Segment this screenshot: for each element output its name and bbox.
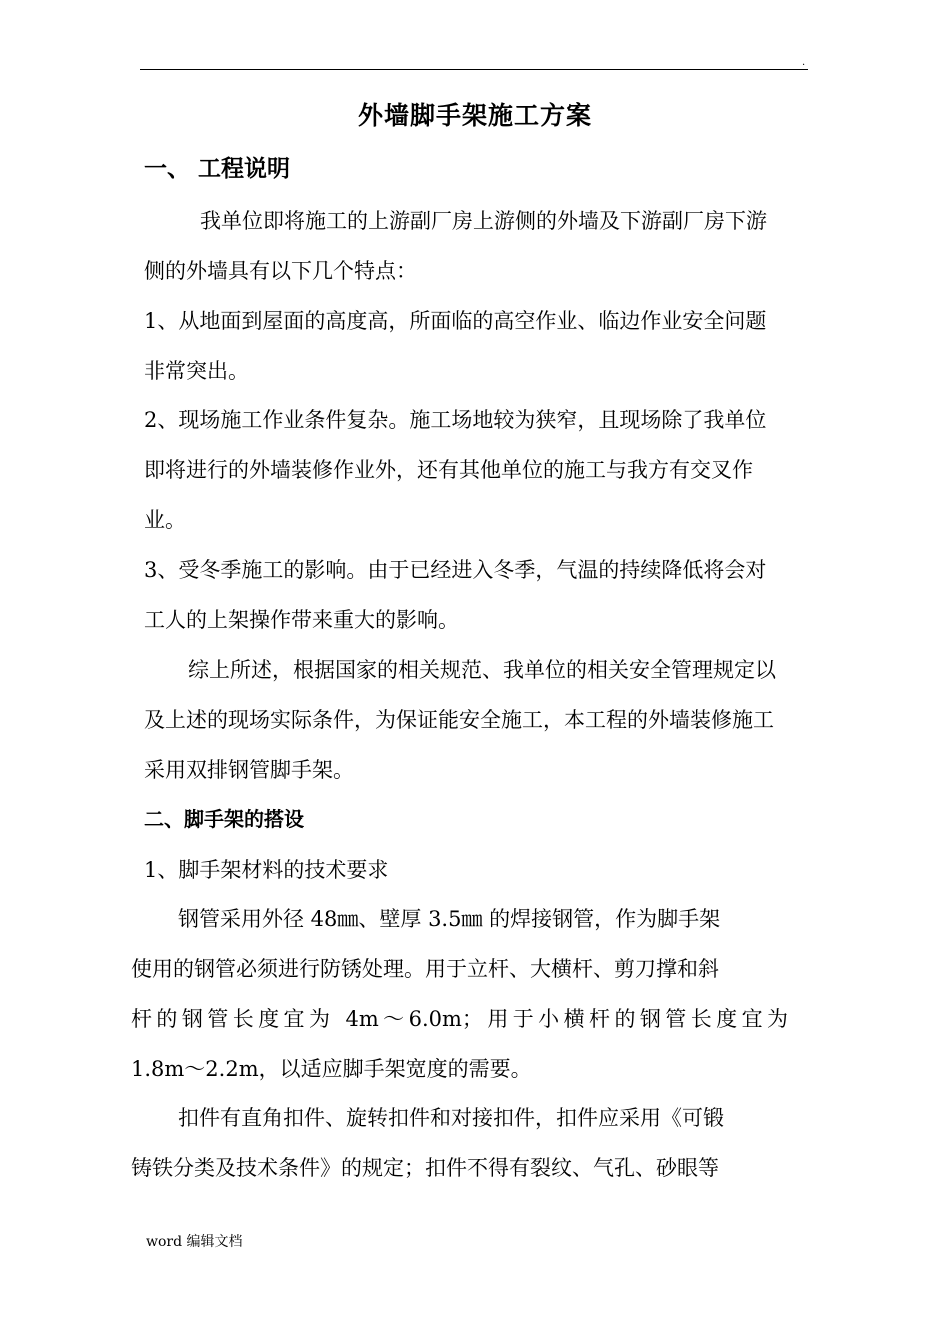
document-title: 外墙脚手架施工方案 xyxy=(357,101,592,130)
summary-line1: 综上所述，根据国家的相关规范、我单位的相关安全管理规定以 xyxy=(188,658,776,682)
pipes-line3: 杆的钢管长度宜为 4m～6.0m；用于小横杆的钢管长度宜为 xyxy=(131,1007,788,1031)
section2-heading: 二、脚手架的搭设 xyxy=(144,807,304,831)
fasteners-line2: 铸铁分类及技术条件》的规定；扣件不得有裂纹、气孔、砂眼等 xyxy=(131,1156,719,1180)
point1-line1: 1、从地面到屋面的高度高，所面临的高空作业、临边作业安全问题 xyxy=(144,309,767,333)
point2-line3: 业。 xyxy=(144,508,186,532)
summary-line2: 及上述的现场实际条件，为保证能安全施工，本工程的外墙装修施工 xyxy=(144,708,774,732)
summary-line3: 采用双排钢管脚手架。 xyxy=(144,758,354,782)
pipes-line3-wrap xyxy=(131,1004,788,1034)
point3-line2: 工人的上架操作带来重大的影响。 xyxy=(144,608,459,632)
point2-line1: 2、现场施工作业条件复杂。施工场地较为狭窄，且现场除了我单位 xyxy=(144,408,767,432)
footer-note: word 编辑文档 xyxy=(146,1234,243,1250)
point1-line2: 非常突出。 xyxy=(144,359,249,383)
pipes-line2: 使用的钢管必须进行防锈处理。用于立杆、大横杆、剪刀撑和斜 xyxy=(131,957,719,981)
header-rule xyxy=(140,69,808,70)
point2-line2: 即将进行的外墙装修作业外，还有其他单位的施工与我方有交叉作 xyxy=(144,458,753,482)
section1-heading: 一、 工程说明 xyxy=(144,156,291,182)
subsection1-heading: 1、脚手架材料的技术要求 xyxy=(144,858,389,882)
point3-line1: 3、受冬季施工的影响。由于已经进入冬季，气温的持续降低将会对 xyxy=(144,558,767,582)
pipes-line4: 1.8m～2.2m，以适应脚手架宽度的需要。 xyxy=(131,1057,532,1081)
fasteners-line1: 扣件有直角扣件、旋转扣件和对接扣件，扣件应采用《可锻 xyxy=(178,1106,724,1130)
pipes-line1: 钢管采用外径 48㎜、壁厚 3.5㎜ 的焊接钢管，作为脚手架 xyxy=(178,907,721,931)
para-intro-line1: 我单位即将施工的上游副厂房上游侧的外墙及下游副厂房下游 xyxy=(200,209,767,233)
header-mark: . xyxy=(802,57,806,68)
para-intro-line2: 侧的外墙具有以下几个特点： xyxy=(144,259,417,283)
